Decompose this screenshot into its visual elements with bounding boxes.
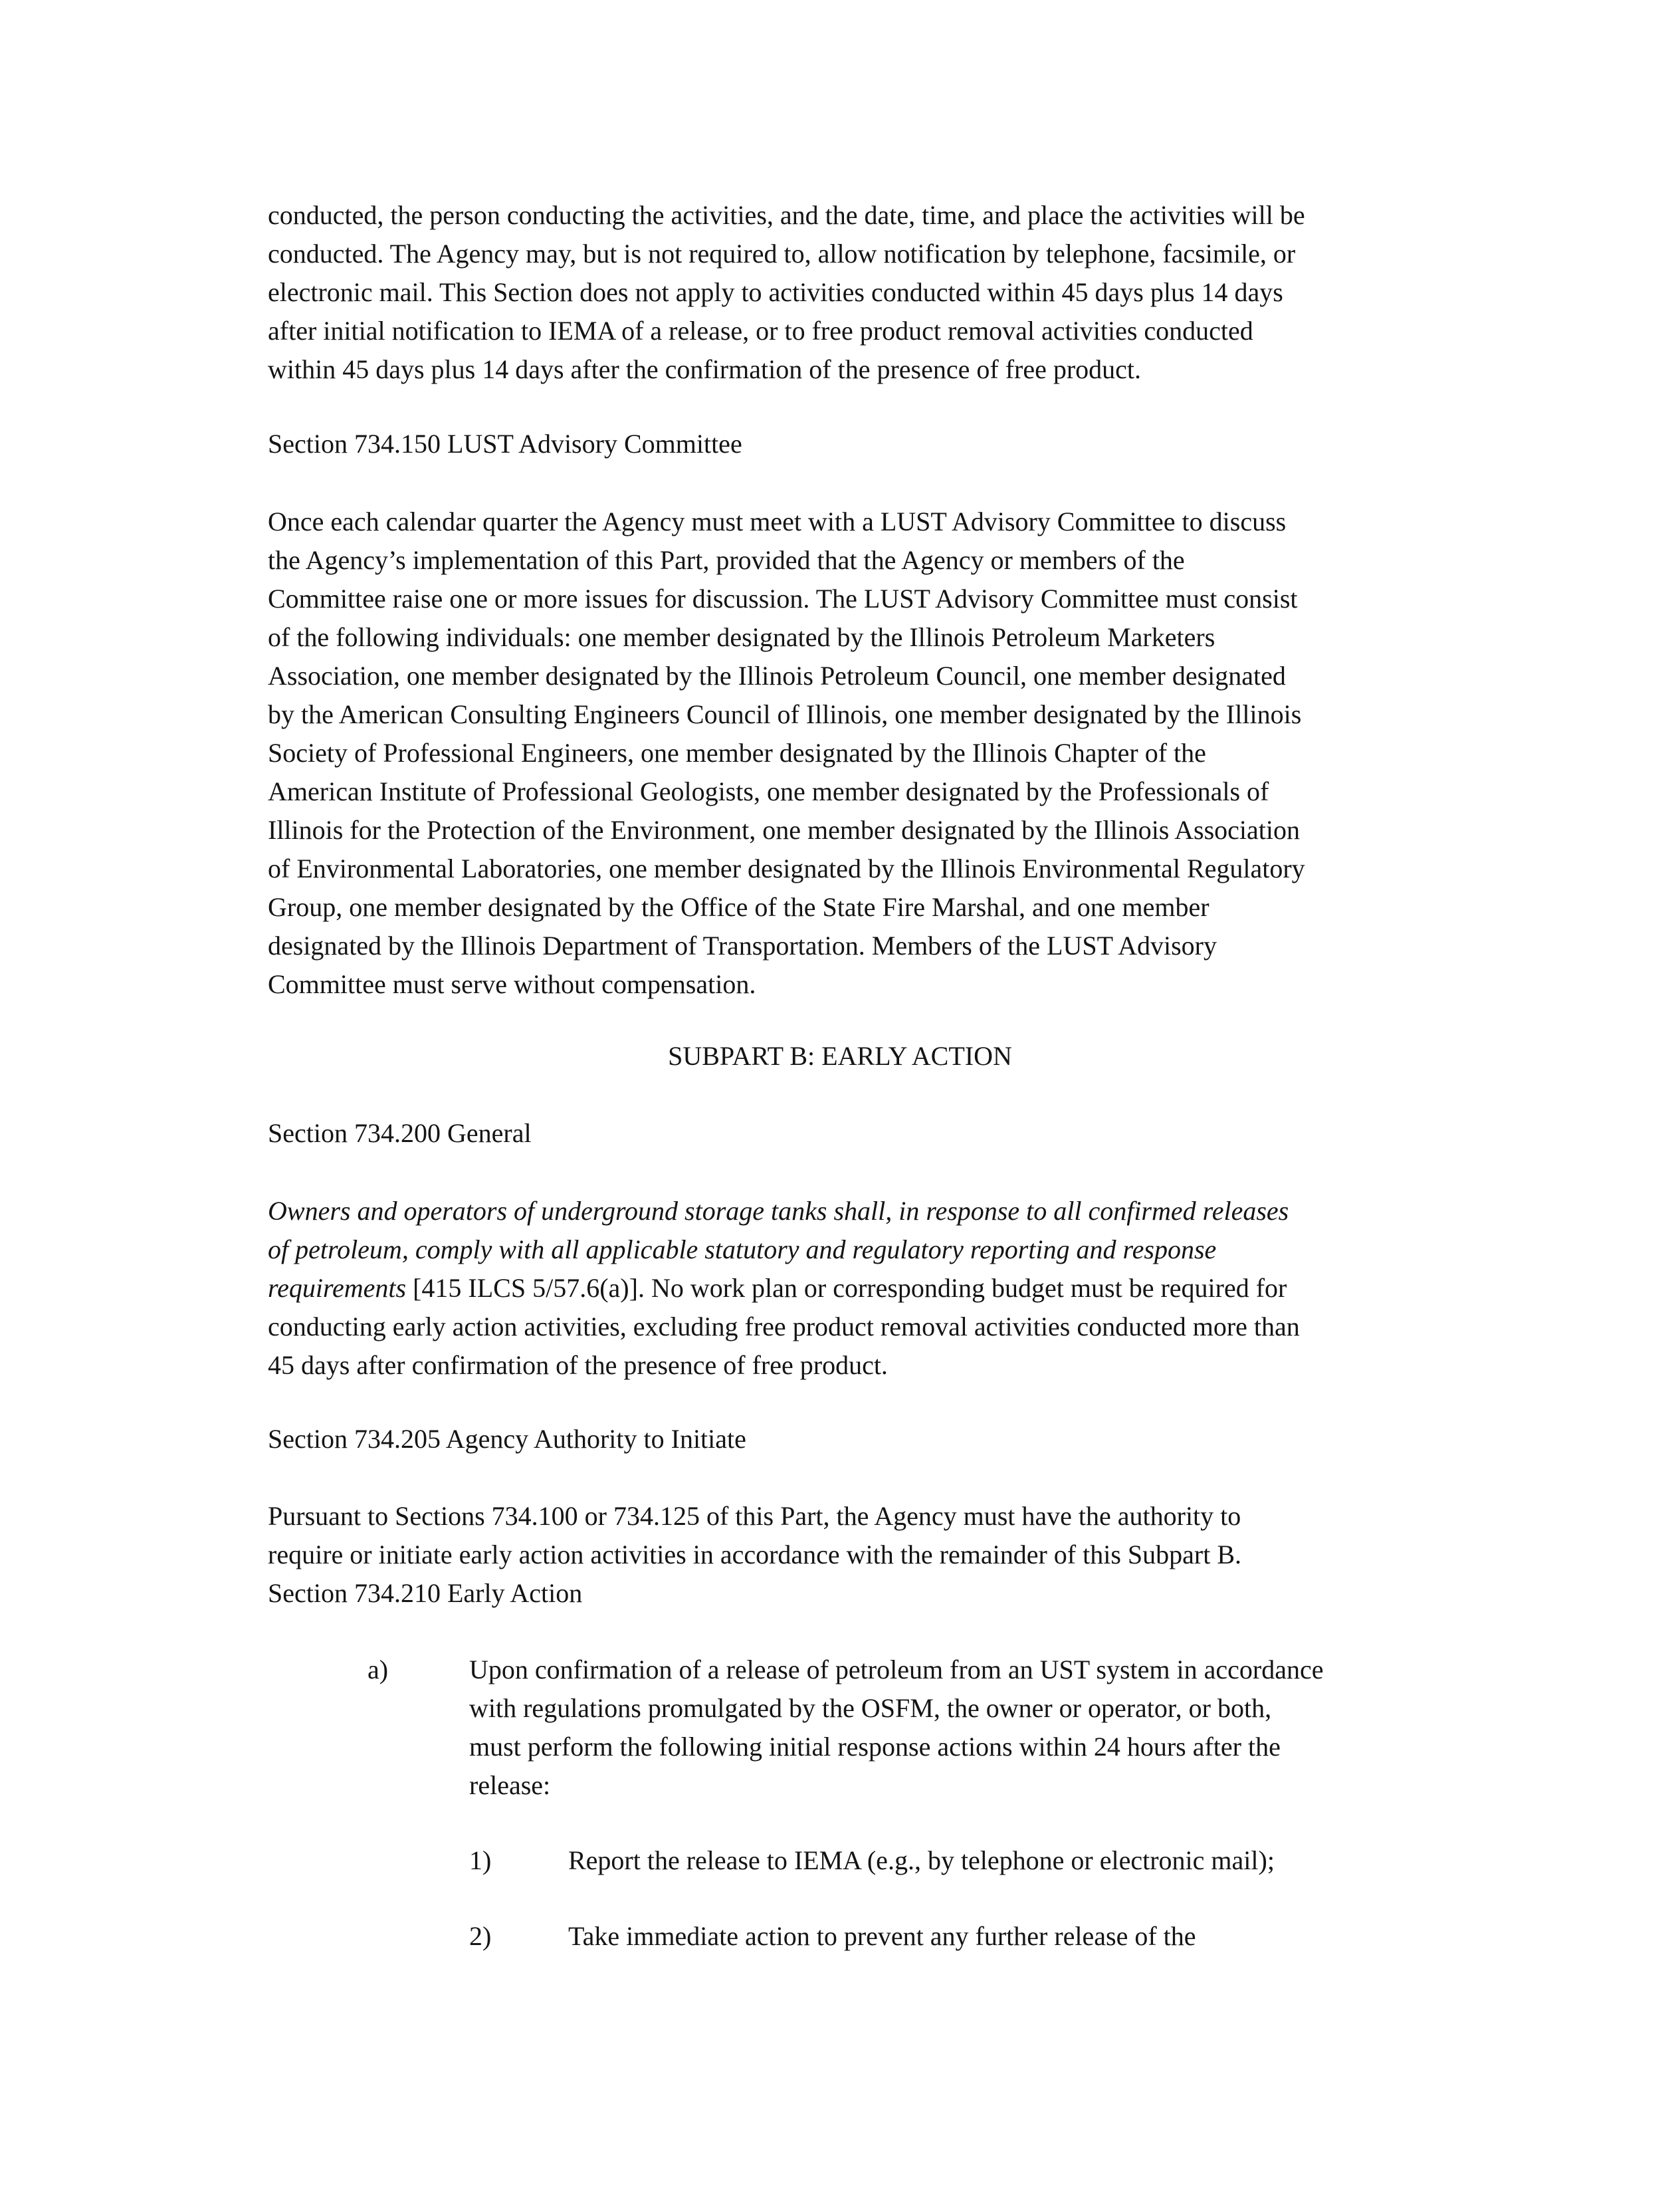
paragraph-general: [268, 1192, 1484, 1385]
text-line: designated by the Illinois Department of Transportation. Members of the LUST Advisory: [268, 931, 1217, 961]
list-item-2: Take immediate action to prevent any further release of the: [568, 1921, 1196, 1951]
text-line: Illinois for the Protection of the Environment, one member designated by the Illinois Association: [268, 815, 1301, 845]
text-line: with regulations promulgated by the OSFM, the owner or operator, or both,: [469, 1693, 1272, 1723]
text-line: [268, 1192, 1484, 1230]
text-line: conducting early action activities, excluding free product removal activities conducted more than: [268, 1312, 1300, 1341]
text-line: require or initiate early action activities in accordance with the remainder of this Subpart B.: [268, 1540, 1242, 1569]
statutory-quote: of petroleum, comply with all applicable statutory and regulatory reporting and response: [268, 1234, 1217, 1264]
section-734-200-heading: Section 734.200 General: [268, 1118, 532, 1148]
text-line: the Agency’s implementation of this Part, provided that the Agency or members of the: [268, 545, 1185, 575]
list-item-a: [469, 1651, 1479, 1805]
text-line: conducted, the person conducting the activities, and the date, time, and place the activities will be: [268, 200, 1305, 230]
list-item-1: Report the release to IEMA (e.g., by telephone or electronic mail);: [568, 1845, 1275, 1875]
text-line: of Environmental Laboratories, one member designated by the Illinois Environmental Regulatory: [268, 854, 1305, 883]
section-734-205-heading: Section 734.205 Agency Authority to Initiate: [268, 1424, 746, 1454]
subpart-b-heading: SUBPART B: EARLY ACTION: [668, 1041, 1012, 1071]
text-line: Upon confirmation of a release of petroleum from an UST system in accordance: [469, 1655, 1324, 1684]
text-line: Once each calendar quarter the Agency must meet with a LUST Advisory Committee to discuss: [268, 507, 1287, 536]
list-marker-2: 2): [469, 1921, 492, 1951]
text-line: Pursuant to Sections 734.100 or 734.125 of this Part, the Agency must have the authority to: [268, 1501, 1241, 1531]
text-line: must perform the following initial response actions within 24 hours after the: [469, 1732, 1281, 1762]
text-line: 45 days after confirmation of the presence of free product.: [268, 1350, 888, 1380]
text-line: Committee must serve without compensation.: [268, 969, 756, 999]
text-line: within 45 days plus 14 days after the confirmation of the presence of free product.: [268, 354, 1142, 384]
statutory-quote: requirements: [268, 1273, 407, 1303]
text-line: conducted. The Agency may, but is not required to, allow notification by telephone, facsimile, or: [268, 239, 1296, 269]
text-line: by the American Consulting Engineers Council of Illinois, one member designated by the Illinois: [268, 699, 1302, 729]
text-line: electronic mail. This Section does not apply to activities conducted within 45 days plus 14 days: [268, 277, 1283, 307]
section-734-150-heading: Section 734.150 LUST Advisory Committee: [268, 429, 742, 459]
text-line: Society of Professional Engineers, one member designated by the Illinois Chapter of the: [268, 738, 1206, 768]
list-marker-1: 1): [469, 1845, 492, 1875]
citation-text: [415 ILCS 5/57.6(a)]. No work plan or corresponding budget must be required for: [406, 1273, 1287, 1303]
paragraph-notification-continued: [268, 196, 1484, 389]
text-line: Group, one member designated by the Office of the State Fire Marshal, and one member: [268, 892, 1209, 922]
list-marker-a: a): [368, 1655, 389, 1684]
paragraph-agency-authority: [268, 1497, 1484, 1613]
text-line: Association, one member designated by the Illinois Petroleum Council, one member designated: [268, 661, 1286, 691]
text-line: American Institute of Professional Geologists, one member designated by the Professionals of: [268, 776, 1269, 806]
text-line: after initial notification to IEMA of a release, or to free product removal activities conducted: [268, 316, 1253, 346]
text-line: Committee raise one or more issues for discussion. The LUST Advisory Committee must consist: [268, 584, 1298, 614]
paragraph-lust-advisory-committee: [268, 503, 1484, 1004]
text-line: of the following individuals: one member designated by the Illinois Petroleum Marketers: [268, 622, 1215, 652]
statutory-quote: Owners and operators of underground storage tanks shall, in response to all confirmed releases: [268, 1196, 1289, 1226]
text-line: release:: [469, 1770, 551, 1800]
text-line: [268, 1230, 1484, 1269]
section-734-210-heading: Section 734.210 Early Action: [268, 1578, 583, 1608]
text-line: [268, 1269, 1484, 1308]
